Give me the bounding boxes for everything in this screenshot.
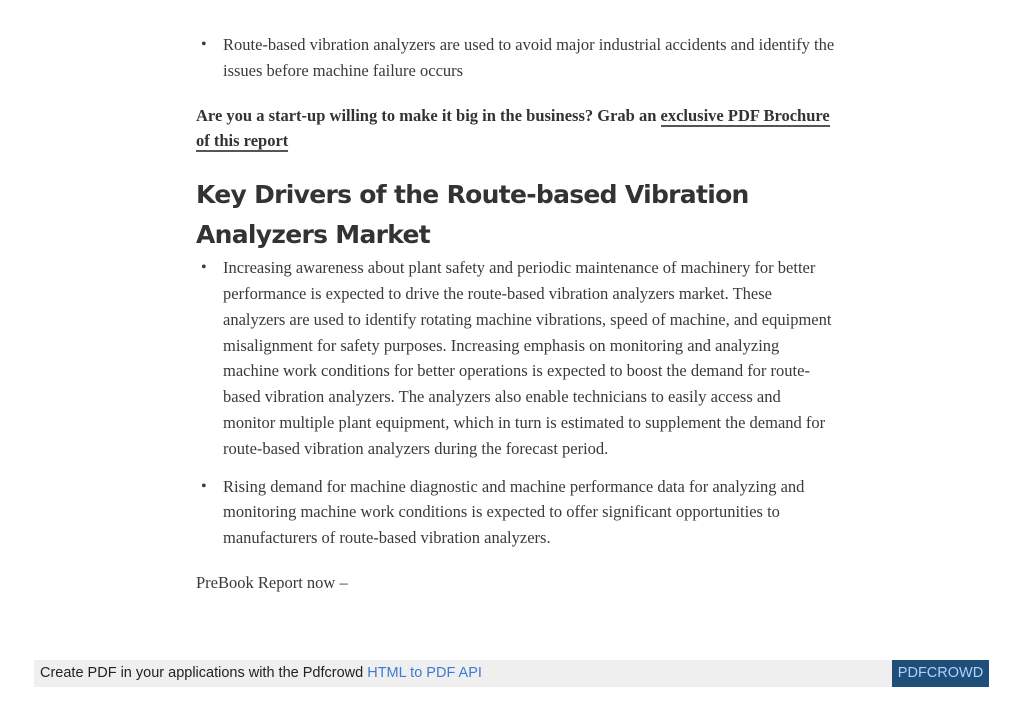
footer-text	[40, 665, 482, 681]
list-item-text: Rising demand for machine diagnostic and machine performance data for analyzing and monitoring machine work conditions is expected to offer significant opportunities to manufacturers of route-based vibration analyzers.	[223, 476, 805, 548]
html-to-pdf-api-link[interactable]: HTML to PDF API	[367, 665, 482, 681]
article-content	[196, 32, 836, 596]
brochure-link[interactable]: exclusive PDF Brochure of this report	[196, 105, 830, 151]
drivers-list	[196, 255, 836, 551]
top-bullet-list	[196, 32, 836, 84]
pdfcrowd-footer	[34, 660, 989, 687]
list-item	[196, 474, 836, 551]
footer-label: Create PDF in your applications with the Pdfcrowd	[40, 665, 368, 681]
list-item	[196, 255, 836, 461]
list-item	[196, 32, 836, 84]
brochure-cta	[196, 103, 836, 155]
section-heading: Key Drivers of the Route-based Vibration Analyzers Market	[196, 180, 749, 250]
bullet-icon: •	[201, 36, 207, 53]
list-item-text: Route-based vibration analyzers are used to avoid major industrial accidents and identify the issues before machine failure occurs	[223, 35, 835, 80]
pdfcrowd-badge[interactable]: PDFCROWD	[892, 660, 989, 687]
list-item-text: Increasing awareness about plant safety and periodic maintenance of machinery for better performance is expected to drive the route-based vibration analyzers market. These analyzers are used to identify rotating machine vibrations, speed of machine, and equipment misalignment for safety purposes. Increasing emphasis on monitoring and analyzing machine work conditions for better operations is expected to boost the demand for route-based vibration analyzers. The analyzers also enable technicians to easily access and monitor multiple plant equipment, which in turn is estimated to supplement the demand for route-based vibration analyzers during the forecast period.	[223, 258, 832, 458]
cta-text: Are you a start-up willing to make it big in the business? Grab an	[196, 105, 661, 125]
bullet-icon: •	[201, 259, 207, 277]
bullet-icon: •	[201, 477, 207, 495]
prebook-text: PreBook Report now –	[196, 572, 348, 592]
